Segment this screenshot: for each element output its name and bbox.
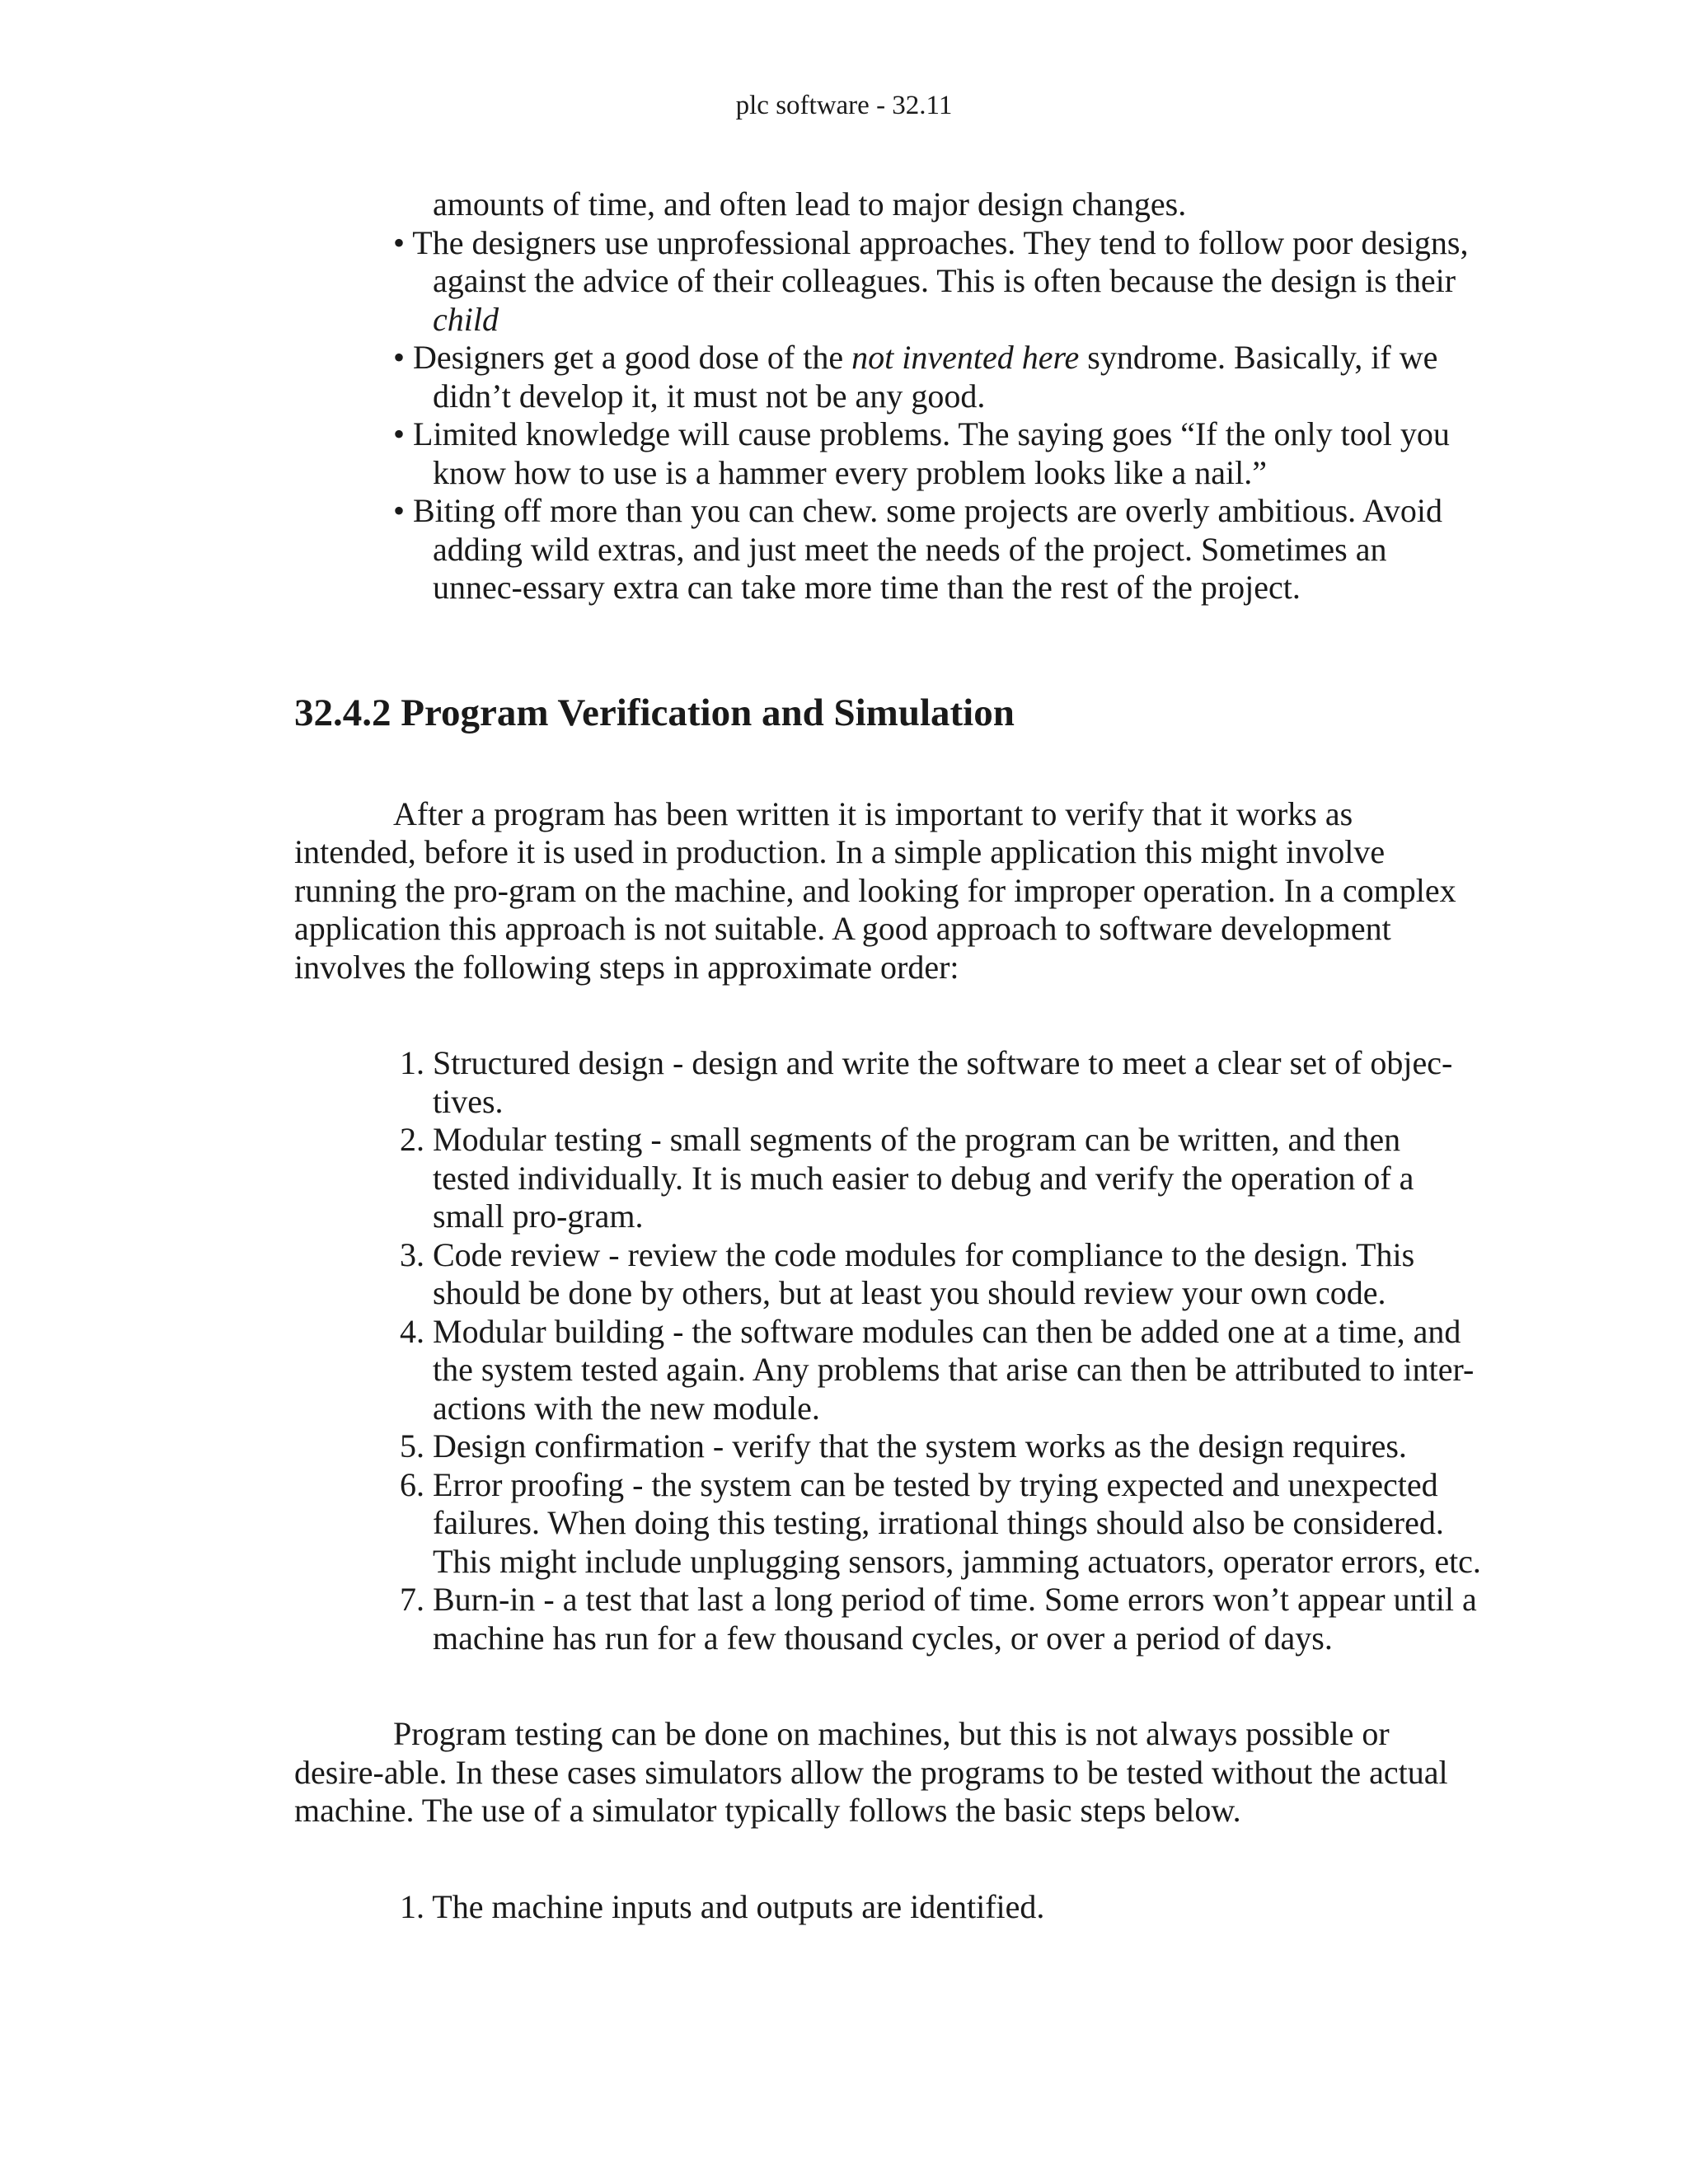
list-item: 6. Error proofing - the system can be tested by trying expected and unexpected failures. When doing this testing, irrational things should also be considered. This might include unplugging sensors, jamming actuators, operator errors, etc.	[400, 1465, 1481, 1580]
list-item: 4. Modular building - the software modules can then be added one at a time, and the system tested again. Any problems that arise can then be attributed to inter-actions with the new module.	[400, 1312, 1475, 1427]
numbered-list	[294, 1044, 1481, 1657]
section-heading: 32.4.2 Program Verification and Simulation	[294, 691, 1015, 734]
paragraph: Program testing can be done on machines, but this is not always possible or desire-able. In these cases simulators allow the programs to be tested without the actual machine. The use of a simulator typically follows the basic steps below.	[294, 1715, 1448, 1829]
numbered-list	[294, 1888, 1481, 1927]
list-item: 2. Modular testing - small segments of the program can be written, and then tested individually. It is much easier to debug and verify the operation of a small pro-gram.	[400, 1121, 1414, 1235]
list-item: 7. Burn-in - a test that last a long period of time. Some errors won’t appear until a machine has run for a few thousand cycles, or over a period of days.	[400, 1581, 1477, 1657]
italic-term: not invented here	[851, 339, 1080, 376]
bullet-item: • The designers use unprofessional approaches. They tend to follow poor designs, against the advice of their colleagues. This is often because the design is their child	[393, 223, 1469, 338]
page-content	[294, 185, 1481, 1926]
intro-continuation: amounts of time, and often lead to major design changes.	[433, 185, 1187, 223]
list-item: 5. Design confirmation - verify that the system works as the design requires.	[400, 1427, 1407, 1465]
bullet-item: • Biting off more than you can chew. some projects are overly ambitious. Avoid adding wild extras, and just meet the needs of the project. Sometimes an unnec-essary extra can take more time than the rest of the project.	[393, 492, 1442, 606]
list-item: 1. The machine inputs and outputs are identified.	[400, 1887, 1045, 1925]
bullet-item: • Limited knowledge will cause problems. The saying goes “If the only tool you know how to use is a hammer every problem looks like a nail.”	[393, 415, 1450, 491]
paragraph: After a program has been written it is important to verify that it works as intended, before it is used in production. In a simple application this might involve running the pro-gram on the machine, and looking for improper operation. In a complex application this approach is not suitable. A good approach to software development involves the following steps in approximate order:	[294, 794, 1456, 986]
list-item: 3. Code review - review the code modules for compliance to the design. This should be done by others, but at least you should review your own code.	[400, 1235, 1415, 1311]
bullet-item: • Designers get a good dose of the not invented here syndrome. Basically, if we didn’t develop it, it must not be any good.	[393, 339, 1438, 415]
bullet-list	[294, 224, 1481, 607]
italic-term: child	[433, 300, 499, 338]
list-item: 1. Structured design - design and write the software to meet a clear set of objec-tives.	[400, 1044, 1453, 1120]
running-header: plc software - 32.11	[735, 91, 953, 120]
